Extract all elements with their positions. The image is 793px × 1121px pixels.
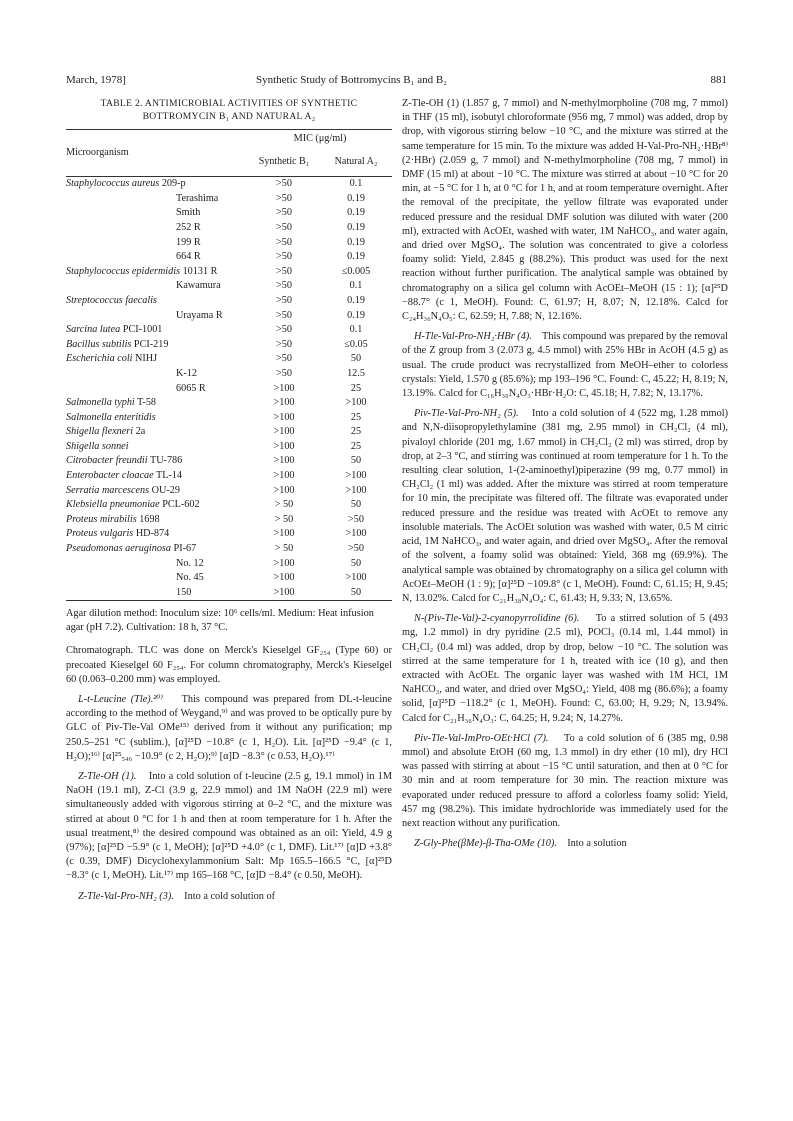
- strain-name: No. 12: [176, 557, 204, 569]
- table-row: [66, 294, 392, 309]
- natural-mic-cell: 25: [350, 382, 362, 394]
- strain-name: NIHJ: [135, 353, 158, 365]
- paragraph-compound-10: Z-Gly-Phe(βMe)-β-Tha-OMe (10). Into a solution: [414, 838, 627, 850]
- natural-mic-cell: 0.19: [347, 294, 365, 306]
- synthetic-mic-cell: >100: [273, 557, 295, 569]
- organism-name: Pseudomonas aeruginosa: [66, 543, 171, 555]
- synthetic-mic-cell: >100: [273, 484, 295, 496]
- natural-mic-cell: 12.5: [347, 367, 365, 379]
- strain-name: K-12: [176, 367, 197, 379]
- table-row: [66, 542, 392, 557]
- organism-name: Staphylococcus aureus: [66, 178, 160, 190]
- table-row: [66, 381, 392, 396]
- synthetic-mic-cell: >100: [273, 586, 295, 598]
- table-row: [66, 250, 392, 265]
- organism-name: Enterobacter cloacae: [66, 470, 154, 482]
- synthetic-mic-cell: >100: [273, 470, 295, 482]
- organism-cell: [66, 221, 248, 236]
- organism-cell: [66, 498, 248, 513]
- table-row: [66, 571, 392, 586]
- organism-cell: [66, 177, 248, 192]
- organism-cell: [66, 396, 248, 411]
- organism-name: Sarcina lutea: [66, 324, 121, 336]
- organism-name: Serratia marcescens: [66, 484, 150, 496]
- table-row: [66, 352, 392, 367]
- table-row: [66, 367, 392, 382]
- organism-name: Escherichia coli: [66, 353, 133, 365]
- natural-mic-cell: 25: [350, 411, 362, 423]
- table-row: [66, 338, 392, 353]
- natural-mic-cell: >50: [348, 543, 364, 555]
- strain-name: PCL-602: [162, 499, 200, 511]
- synthetic-mic-cell: >100: [273, 528, 295, 540]
- organism-name: Klebsiella pneumoniae: [66, 499, 160, 511]
- natural-mic-cell: >100: [345, 572, 367, 584]
- col-header-synthetic: Synthetic B₁: [258, 156, 310, 167]
- organism-cell: [66, 265, 248, 280]
- table-row: [66, 308, 392, 323]
- col-header-natural: Natural A₂: [334, 156, 378, 167]
- strain-name: TL-14: [155, 470, 183, 482]
- table-row: [66, 396, 392, 411]
- strain-name: 6065 R: [176, 382, 206, 394]
- organism-cell: [66, 571, 248, 586]
- natural-mic-cell: ≤0.005: [341, 265, 371, 277]
- natural-mic-cell: 0.1: [349, 280, 363, 292]
- organism-cell: [66, 308, 248, 323]
- synthetic-mic-cell: >50: [276, 324, 292, 336]
- paragraph-z-tle-oh: Z-Tle-OH (1). Into a cold solution of t-leucine (2.5 g, 19.1 mmol) in 1M NaOH (19.1 ml), Z-Cl (3.9 g, 22.9 mmol) and 1M NaOH (22.9 ml) were simultaneously added with vigorous stirring at 0–2 °C, and the mixture was stirred at about 0 °C for 1 h and then at room temperature for 1 h. After the usual treatment,⁸⁾ the desired compound was obtained as an oil: Yield, 4.9 g (97%); [α]²⁵D −5.9° (c 1, MeOH); [α]²⁵D +4.0° (c 1, DMF). Lit.¹⁷⁾ [α]D +3.8° (c 0.39, DMF) Dicyclohexylammonium Salt: Mp 165.5–166.5 °C, [α]²⁵D −8.3° (c 1, MeOH). Lit.¹⁷⁾ mp 165–168 °C, [α]D −8.4° (c 0.50, MeOH).: [66, 771, 392, 882]
- table-row: [66, 279, 392, 294]
- organism-cell: [66, 338, 248, 353]
- table-row: [66, 513, 392, 528]
- strain-name: PI-67: [173, 543, 197, 555]
- organism-cell: [66, 542, 248, 557]
- organism-name: Salmonella typhi: [66, 397, 135, 409]
- synthetic-mic-cell: >100: [273, 411, 295, 423]
- table-row: [66, 469, 392, 484]
- synthetic-mic-cell: >50: [276, 221, 292, 233]
- table-row: [66, 177, 392, 192]
- synthetic-mic-cell: >100: [273, 440, 295, 452]
- natural-mic-cell: 25: [350, 426, 362, 438]
- antimicrobial-table: [66, 129, 392, 601]
- strain-name: Terashima: [176, 192, 219, 204]
- natural-mic-cell: 0.19: [347, 207, 365, 219]
- organism-cell: [66, 425, 248, 440]
- strain-name: 1698: [139, 513, 160, 525]
- right-column: [402, 97, 728, 851]
- strain-name: 10131 R: [182, 265, 218, 277]
- table-row: [66, 206, 392, 221]
- table-row: [66, 498, 392, 513]
- strain-name: 150: [176, 586, 192, 598]
- synthetic-mic-cell: >50: [276, 192, 292, 204]
- natural-mic-cell: 0.19: [347, 309, 365, 321]
- organism-name: Streptococcus faecalis: [66, 294, 158, 306]
- synthetic-mic-cell: >50: [276, 178, 292, 190]
- synthetic-mic-cell: >50: [276, 367, 292, 379]
- organism-cell: [66, 352, 248, 367]
- strain-name: 209-p: [161, 178, 186, 190]
- table-footnote: Agar dilution method: Inoculum size: 10⁶ cells/ml. Medium: Heat infusion agar (pH 7.2). Cultivation: 18 h, 37 °C.: [66, 608, 374, 633]
- running-title: Synthetic Study of Bottromycins B₁ and B₂: [256, 74, 448, 86]
- organism-cell: [66, 440, 248, 455]
- paragraph-compound-3: Z-Tle-OH (1) (1.857 g, 7 mmol) and N-methylmorpholine (708 mg, 7 mmol) in THF (15 ml), isobutyl chloroformate (956 mg, 7 mmol) was added, drop by drop, with vigorous stirring below −10 °C, and the mixture was stirred at the same temperature for 15 min. To the mixture was added H-Val-Pro-NH₂·HBr⁸⁾ (2·HBr) (2.059 g, 7 mmol) and N-methylmorpholine (708 mg, 7 mmol) in DMF (15 ml) at about −10 °C. The mixture was stirred at about −10 °C for 20 min, at −5 °C for 1 h, at 0 °C for 1 h, and at room temperature overnight. After the removal of the precipitate, the yellow filtrate was evaporated under reduced pressure and the residual DMF solution was diluted with water (200 ml), extracted with AcOEt, washed with water, 1M NaHCO₃, and water again, and dried over MgSO₄. The solution was concentrated to give a colorless foamy solid: Yield, 2.845 g (88.2%). This product was used for the next reaction without further purification. The analytical sample was obtained by chromatography on a silica gel column with AcOEt–MeOH (15 : 1); [α]²⁵D −88.7° (c 1, MeOH). Found: C, 61.97; H, 8.07; N, 12.18%. Calcd for C₂₄H₃₆N₄O₅: C, 62.59; H, 7.88; N, 12.16%.: [402, 98, 728, 323]
- table-row: [66, 235, 392, 250]
- natural-mic-cell: 50: [350, 353, 362, 365]
- organism-cell: [66, 454, 248, 469]
- table-row: [66, 425, 392, 440]
- natural-mic-cell: 50: [350, 586, 362, 598]
- strain-name: 2a: [135, 426, 146, 438]
- natural-mic-cell: 0.1: [349, 324, 363, 336]
- table-caption: TABLE 2. ANTIMICROBIAL ACTIVITIES OF SYNTHETIC BOTTROMYCIN B₁ AND NATURAL A₂: [100, 98, 358, 122]
- paragraph-chromatography: Chromatograph. TLC was done on Merck's Kieselgel GF₂₅₄ (Type 60) or precoated Kieselgel 60 F₂₅₄. For column chromatography, Merck's Kieselgel 60 (0.063–0.200 mm) was employed.: [66, 645, 392, 685]
- organism-cell: [66, 483, 248, 498]
- organism-name: Proteus vulgaris: [66, 528, 134, 540]
- natural-mic-cell: 25: [350, 440, 362, 452]
- table-row: [66, 483, 392, 498]
- synthetic-mic-cell: >100: [273, 455, 295, 467]
- strain-name: PCI-1001: [122, 324, 163, 336]
- synthetic-mic-cell: >100: [273, 572, 295, 584]
- organism-cell: [66, 556, 248, 571]
- strain-name: 199 R: [176, 236, 201, 248]
- organism-cell: [66, 323, 248, 338]
- synthetic-mic-cell: >100: [273, 382, 295, 394]
- synthetic-mic-cell: >50: [276, 265, 292, 277]
- natural-mic-cell: 0.19: [347, 192, 365, 204]
- organism-name: Shigella sonnei: [66, 440, 129, 452]
- natural-mic-cell: 0.19: [347, 236, 365, 248]
- left-column: [66, 97, 392, 904]
- strain-name: OU-29: [151, 484, 180, 496]
- synthetic-mic-cell: > 50: [274, 543, 294, 555]
- paragraph-compound-6: N-(Piv-Tle-Val)-2-cyanopyrrolidine (6). To a stirred solution of 5 (493 mg, 1.2 mmol) in dry pyridine (2.5 ml), POCl₃ (0.14 ml, 1.44 mmol) in CH₂Cl₂ (0.4 ml) was added, drop by drop, below −10 °C. The solution was stirred at the same temperature for 1 h, treated with ice (10 g), and then extracted with AcOEt. The organic layer was washed with 1M HCl, 1M NaHCO₃, and water, and dried over MgSO₄: Yield, 408 mg (86.6%); a foamy solid, [α]²⁵D −118.2° (c 1, MeOH). Found: C, 63.00; H, 9.29; N, 13.94%. Calcd for C₂₁H₃₆N₄O₃: C, 64.25; H, 9.24; N, 14.27%.: [402, 613, 728, 724]
- synthetic-mic-cell: >50: [276, 236, 292, 248]
- natural-mic-cell: >100: [345, 470, 367, 482]
- strain-name: T-58: [137, 397, 157, 409]
- organism-cell: [66, 279, 248, 294]
- organism-name: Staphylococcus epidermidis: [66, 265, 181, 277]
- col-header-organism: Microorganism: [66, 130, 248, 177]
- table-row: [66, 586, 392, 601]
- strain-name: Urayama R: [176, 309, 223, 321]
- left-body-text: [66, 644, 392, 903]
- organism-cell: [66, 469, 248, 484]
- organism-cell: [66, 192, 248, 207]
- table-row: [66, 323, 392, 338]
- organism-cell: [66, 235, 248, 250]
- natural-mic-cell: >100: [345, 397, 367, 409]
- synthetic-mic-cell: >50: [276, 251, 292, 263]
- synthetic-mic-cell: >50: [276, 309, 292, 321]
- table-row: [66, 454, 392, 469]
- organism-cell: [66, 206, 248, 221]
- paragraph-compound-4: H-Tle-Val-Pro-NH₂·HBr (4). This compound was prepared by the removal of the Z group from 3 (2.073 g, 4.5 mmol) with 25% HBr in AcOH (4.5 g) as usual. The crude product was recrystallized from MeOH–ether to colorless crystals: Yield, 1.570 g (85.6%); mp 193–196 °C. Found: C, 45.22; H, 8.19; N, 13.19%. Calcd for C₁₆H₃₀N₄O₃·HBr·H₂O: C, 45.18; H, 7.82; N, 13.17%.: [402, 331, 728, 400]
- table-row: [66, 221, 392, 236]
- organism-cell: [66, 250, 248, 265]
- natural-mic-cell: ≤0.05: [344, 338, 368, 350]
- natural-mic-cell: 50: [350, 557, 362, 569]
- organism-name: Citrobacter freundii: [66, 455, 148, 467]
- organism-name: Bacillus subtilis: [66, 338, 132, 350]
- organism-cell: [66, 367, 248, 382]
- table-body: [66, 177, 392, 601]
- synthetic-mic-cell: > 50: [274, 513, 294, 525]
- synthetic-mic-cell: >50: [276, 338, 292, 350]
- table-row: [66, 440, 392, 455]
- synthetic-mic-cell: >50: [276, 207, 292, 219]
- col-header-mic: MIC (μg/ml): [293, 132, 347, 144]
- organism-cell: [66, 527, 248, 542]
- table-row: [66, 265, 392, 280]
- strain-name: 664 R: [176, 251, 201, 263]
- synthetic-mic-cell: > 50: [274, 499, 294, 511]
- strain-name: PCI-219: [133, 338, 169, 350]
- natural-mic-cell: >50: [348, 513, 364, 525]
- synthetic-mic-cell: >50: [276, 294, 292, 306]
- table-row: [66, 192, 392, 207]
- natural-mic-cell: 0.1: [349, 178, 363, 190]
- strain-name: Smith: [176, 207, 201, 219]
- table-row: [66, 411, 392, 426]
- strain-name: 252 R: [176, 221, 201, 233]
- synthetic-mic-cell: >50: [276, 353, 292, 365]
- strain-name: TU-786: [149, 455, 183, 467]
- organism-cell: [66, 513, 248, 528]
- natural-mic-cell: >100: [345, 528, 367, 540]
- synthetic-mic-cell: >50: [276, 280, 292, 292]
- synthetic-mic-cell: >100: [273, 397, 295, 409]
- natural-mic-cell: 50: [350, 455, 362, 467]
- organism-cell: [66, 294, 248, 309]
- paragraph-z-tle-val-pro: Z-Tle-Val-Pro-NH₂ (3). Into a cold solution of: [78, 890, 276, 902]
- page-number: 881: [710, 74, 727, 86]
- paragraph-tle: L-t-Leucine (Tle).²⁰⁾ This compound was prepared from DL-t-leucine according to the method of Weygand,⁹⁾ and was proved to be optically pure by GLC of Piv-Tle-Val OMe¹⁵⁾ derived from it without any purification; mp 250.5–251 °C (sublim.), [α]²⁵D −10.8° (c 1, H₂O). Lit. [α]²⁵D −9.4° (c 1, H₂O);¹⁶⁾ [α]²⁵₅₄₆ −10.9° (c 2, H₂O);⁹⁾ [α]D −8.3° (c 0.53, H₂O).¹⁷⁾: [66, 694, 392, 762]
- strain-name: No. 45: [176, 572, 204, 584]
- table-row: [66, 527, 392, 542]
- organism-cell: [66, 381, 248, 396]
- paragraph-compound-7: Piv-Tle-Val-ImPro-OEt·HCl (7). To a cold solution of 6 (385 mg, 0.98 mmol) and absolute EtOH (60 mg, 1.3 mmol) in dry ether (10 ml), dry HCl was passed with stirring at about −15 °C until saturation, and then at 0 °C for 30 min and at room temperature for 30 min. The reaction mixture was evaporated under reduced pressure to afford a colorless foamy solid: Yield, 457 mg (98.2%). This imidate hydrochloride was immediately used for the next reaction without any purification.: [402, 732, 728, 829]
- synthetic-mic-cell: >100: [273, 426, 295, 438]
- strain-name: Kawamura: [176, 280, 221, 292]
- paragraph-compound-5: Piv-Tle-Val-Pro-NH₂ (5). Into a cold solution of 4 (522 mg, 1.28 mmol) and N,N-diisopropylethylamine (381 mg, 2.95 mmol) in CH₂Cl₂ (4 ml), pivaloyl chloride (201 mg, 1.67 mmol) in CH₂Cl₂ (2 ml) was stirred, drop by drop, at 2–3 °C, and stirring was continued at room temperature for 1 h. To the resulting clear solution, 1-(2-aminoethyl)piperazine (99 mg, 0.77 mmol) in CH₂Cl₂ (1 ml) was added. After the mixture was stirred at room temperature for 10 min, the precipitate was filtered off. The filtrate was evaporated under reduced pressure and the residue was treated with AcOEt to remove any insoluble materials. The AcOEt solution was washed with water, 0.5 M citric acid, 1M NaHCO₃, and water again, and dried over MgSO₄. After the removal of the solvent, a foamy solid was obtained: Yield, 368 mg (69.9%). The analytical sample was obtained by chromatography on a silica gel column with AcOEt–MeOH (1 : 9); [α]²⁵D −109.8° (c 1, MeOH). Found: C, 61.15; H, 9.45; N, 13.02%. Calcd for C₂₁H₃₈N₄O₄: C, 61.43; H, 9.33; N, 13.65%.: [402, 408, 729, 604]
- organism-name: Proteus mirabilis: [66, 513, 137, 525]
- natural-mic-cell: 0.19: [347, 221, 365, 233]
- organism-cell: [66, 411, 248, 426]
- running-date: March, 1978]: [66, 74, 126, 86]
- organism-name: Shigella flexneri: [66, 426, 134, 438]
- natural-mic-cell: >100: [345, 484, 367, 496]
- strain-name: HD-874: [135, 528, 170, 540]
- natural-mic-cell: 0.19: [347, 251, 365, 263]
- organism-name: Salmonella enteritidis: [66, 411, 156, 423]
- organism-cell: [66, 586, 248, 601]
- natural-mic-cell: 50: [350, 499, 362, 511]
- table-row: [66, 556, 392, 571]
